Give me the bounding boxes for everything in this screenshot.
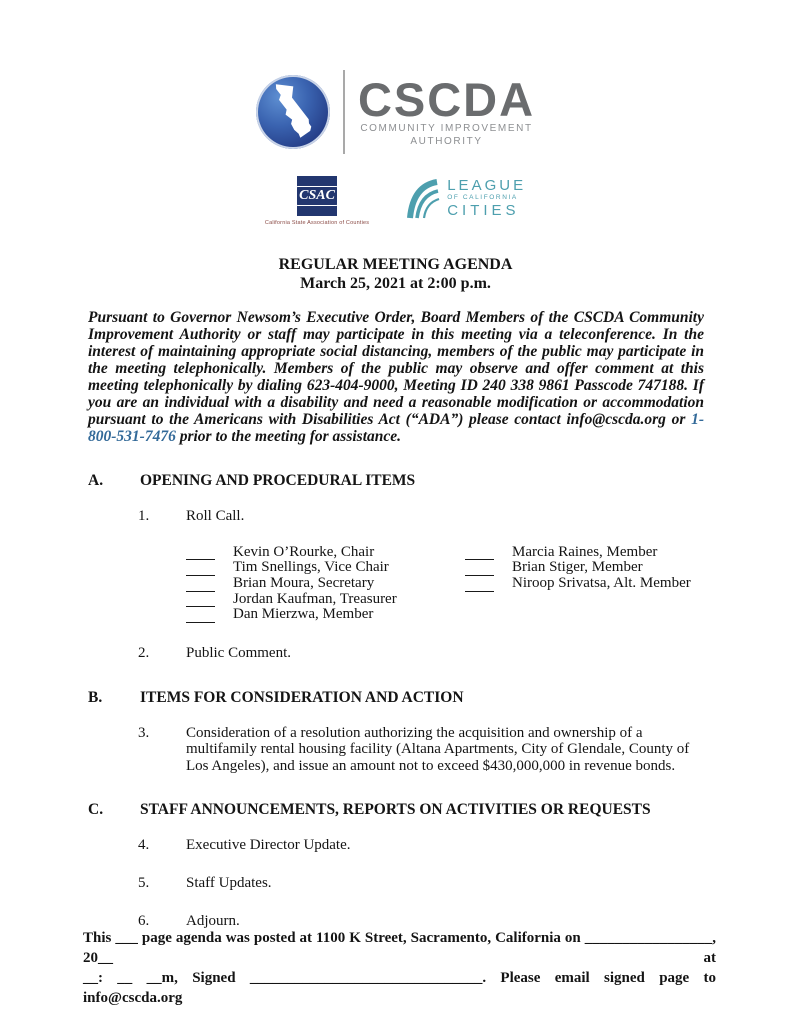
rollcall-blank-line: [186, 609, 215, 623]
meeting-title-line1: REGULAR MEETING AGENDA: [278, 256, 513, 273]
section-a-letter: A.: [88, 471, 104, 489]
section-c-title: STAFF ANNOUNCEMENTS, REPORTS ON ACTIVITIES OR REQUESTS: [140, 801, 651, 819]
logo-tagline-line2: AUTHORITY: [410, 135, 483, 147]
league-line3: CITIES: [447, 201, 520, 219]
rollcall-row: [465, 560, 691, 576]
rollcall-row: [186, 545, 465, 561]
section-b-heading: [88, 689, 703, 707]
rollcall-row: [186, 560, 465, 576]
rollcall-member: Brian Stiger, Member: [512, 559, 643, 576]
rollcall-row: [465, 576, 691, 592]
agenda-item-3: [88, 725, 703, 775]
section-a-title: OPENING AND PROCEDURAL ITEMS: [140, 471, 416, 489]
item-2-number: 2.: [138, 644, 150, 661]
section-b-title: ITEMS FOR CONSIDERATION AND ACTION: [140, 688, 464, 706]
rollcall-blank-line: [465, 562, 494, 576]
notice-closing: prior to the meeting for assistance.: [175, 427, 402, 445]
section-c-heading: [88, 801, 703, 819]
partner-logos: [0, 176, 791, 226]
item-4-text: Executive Director Update.: [186, 837, 351, 854]
meeting-title: [0, 256, 791, 294]
wave-icon: [407, 178, 441, 225]
logo-text-block: [357, 73, 536, 148]
league-line1: LEAGUE: [447, 177, 527, 194]
item-3-text: Consideration of a resolution authorizing the acquisition and ownership of a multifamily rental housing facility (Altana Apartments, City of Glendale, County of Los Angeles), and issue an amount not to exceed $430,000,000 in revenue bonds.: [186, 724, 690, 774]
item-5-number: 5.: [138, 875, 150, 892]
item-2-text: Public Comment.: [186, 644, 291, 661]
item-1-text: Roll Call.: [186, 507, 245, 524]
footer-line2: __: __ __m, Signed _______________________________. Please email signed page to info@cscda.org: [83, 970, 716, 1006]
notice-email: info@cscda.org: [566, 410, 666, 428]
posting-certification-footer: [83, 928, 716, 1008]
agenda-item-4: [88, 837, 703, 854]
rollcall-member: Dan Mierzwa, Member: [233, 606, 374, 623]
california-globe-icon: [256, 75, 330, 149]
rollcall-left-column: [186, 545, 465, 623]
agenda-item-5: [88, 875, 703, 892]
california-state-icon: [268, 79, 318, 144]
teleconference-notice: [88, 309, 704, 445]
section-a-heading: [88, 472, 703, 490]
rollcall-member: Tim Snellings, Vice Chair: [233, 559, 389, 576]
rollcall-row: [186, 592, 465, 608]
logo-name: CSCDA: [357, 73, 536, 126]
rollcall-list: [88, 545, 703, 623]
logo-divider-line: [343, 70, 345, 154]
rollcall-member: Marcia Raines, Member: [512, 543, 658, 560]
rollcall-right-column: [465, 545, 691, 623]
csac-caption: California State Association of Counties: [264, 220, 370, 226]
agenda-body: [88, 472, 703, 930]
csac-acronym: CSAC: [295, 186, 339, 205]
rollcall-member: Kevin O’Rourke, Chair: [233, 543, 375, 560]
item-3-number: 3.: [138, 724, 150, 741]
rollcall-blank-line: [465, 546, 494, 560]
notice-body: Pursuant to Governor Newsom’s Executive Order, Board Members of the CSCDA Community Improvement Authority or staff may participate in this meeting via a teleconference. In the interest of maintaining appropriate social distancing, members of the public may participate in the meeting telephonically. Members of the public may observe and offer comment at this meeting telephonically by dialing 623-404-9000, Meeting ID 240 338 9861 Passcode 747188. If you are an individual with a disability and need a reasonable modification or accommodation pursuant to the Americans with Disabilities Act (“ADA”) please contact: [88, 308, 704, 428]
league-text-block: [447, 178, 526, 218]
rollcall-blank-line: [186, 578, 215, 592]
notice-connector: or: [665, 410, 692, 428]
meeting-datetime: March 25, 2021 at 2:00 p.m.: [300, 274, 491, 292]
rollcall-blank-line: [186, 562, 215, 576]
item-5-text: Staff Updates.: [186, 875, 272, 892]
section-b-letter: B.: [88, 688, 103, 706]
item-4-number: 4.: [138, 837, 150, 854]
item-6-number: 6.: [138, 913, 150, 930]
rollcall-blank-line: [186, 593, 215, 607]
section-c-letter: C.: [88, 801, 104, 819]
rollcall-member: Niroop Srivatsa, Alt. Member: [512, 574, 691, 591]
csac-square-icon: [297, 176, 337, 216]
notice-phone-link[interactable]: 1-800-531-7476: [88, 410, 704, 445]
rollcall-row: [465, 545, 691, 561]
agenda-item-1: [88, 508, 703, 525]
league-line2: OF CALIFORNIA: [447, 194, 518, 201]
rollcall-blank-line: [465, 578, 494, 592]
rollcall-row: [186, 576, 465, 592]
rollcall-member: Brian Moura, Secretary: [233, 574, 375, 591]
csac-logo: [265, 176, 369, 226]
logo-tagline-line1: COMMUNITY IMPROVEMENT: [360, 123, 533, 134]
item-1-number: 1.: [138, 507, 150, 524]
league-of-california-cities-logo: [407, 176, 526, 225]
item-6-text: Adjourn.: [186, 913, 240, 930]
rollcall-blank-line: [186, 546, 215, 560]
footer-line1: This ___ page agenda was posted at 1100 K Street, Sacramento, California on _________________, 20__ at: [83, 930, 716, 966]
agenda-item-2: [88, 645, 703, 662]
rollcall-member: Jordan Kaufman, Treasurer: [233, 590, 397, 607]
rollcall-row: [186, 607, 465, 623]
cscda-logo: [0, 0, 791, 154]
